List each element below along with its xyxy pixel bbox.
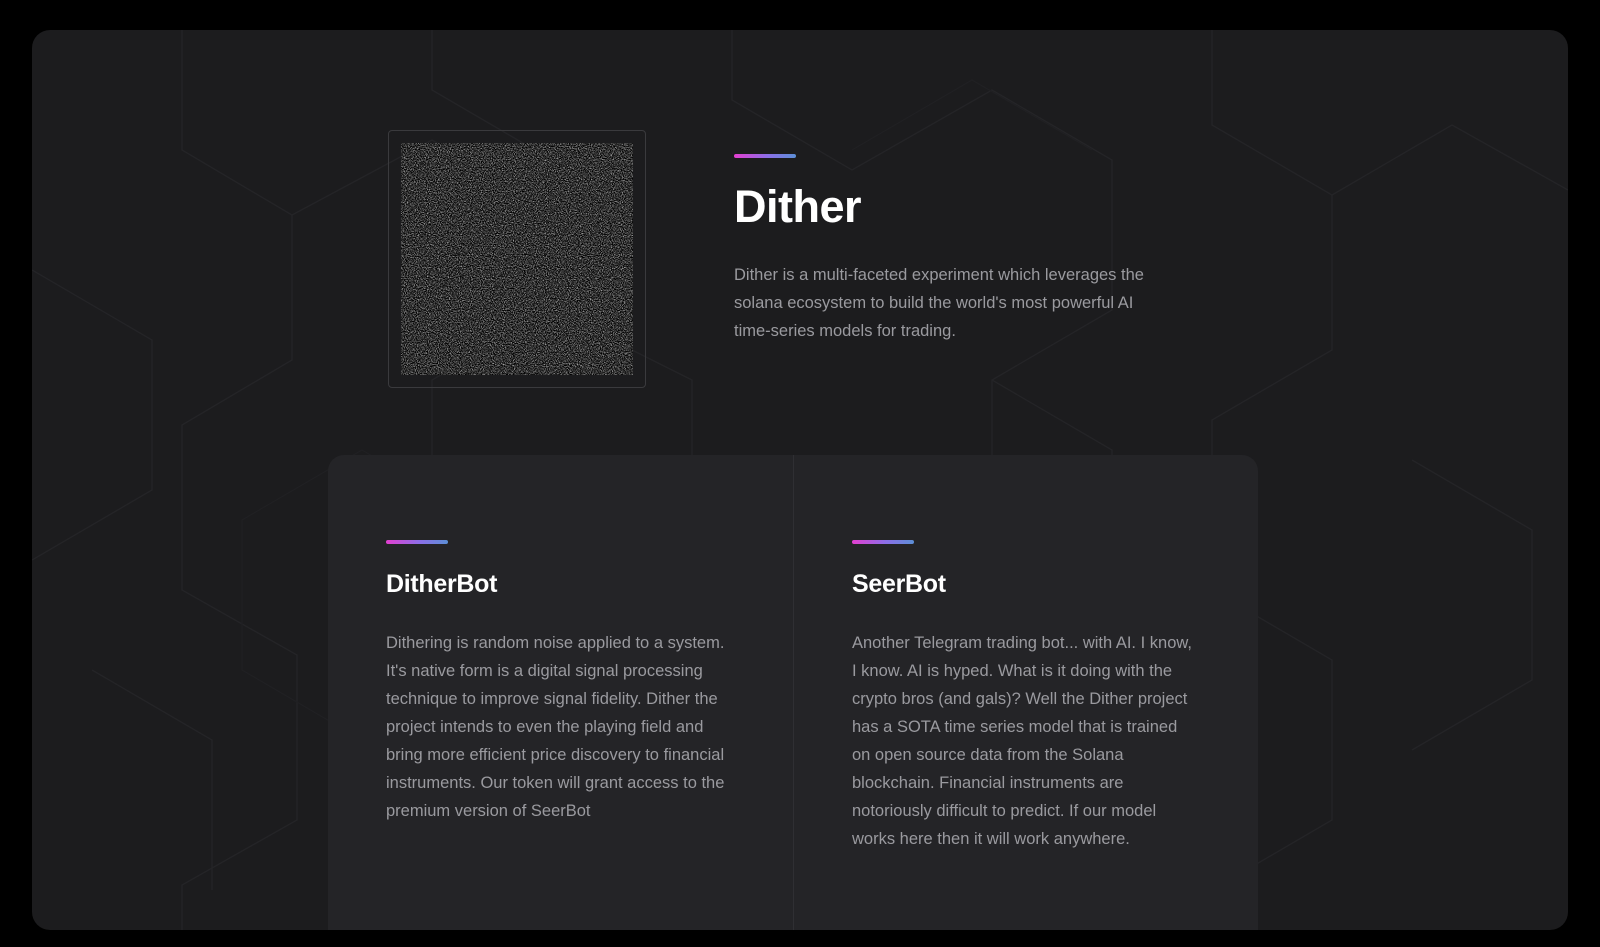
card-body-seerbot: Another Telegram trading bot... with AI. I know, I know. AI is hyped. What is it doing with the crypto bros (and gals)? Well the Dither project has a SOTA time series model that is trained on open source data from the Solana blockchain. Financial instruments are notoriously difficult to predict. If our model works here then it will work anywhere. <box>852 634 1192 848</box>
card-seerbot <box>793 455 1258 930</box>
page-title: Dither <box>734 181 862 232</box>
card-ditherbot <box>328 455 793 930</box>
noise-ring-graphic <box>401 143 633 375</box>
hero-artwork-frame <box>388 130 646 388</box>
card-body-ditherbot: Dithering is random noise applied to a system. It's native form is a digital signal processing technique to improve signal fidelity. Dither the project intends to even the playing field and bring more efficient price discovery to financial instruments. Our token will grant access to the premium version of SeerBot <box>386 634 725 820</box>
card-title-seerbot: SeerBot <box>852 570 946 598</box>
cards-section <box>328 455 1258 930</box>
hero-section <box>32 30 1568 450</box>
accent-bar-card-2 <box>852 540 914 544</box>
hero-description: Dither is a multi-faceted experiment which leverages the solana ecosystem to build the world's most powerful AI time-series models for trading. <box>734 266 1144 340</box>
dither-ring-artwork <box>401 143 633 375</box>
card-title-ditherbot: DitherBot <box>386 570 498 598</box>
accent-bar-card-1 <box>386 540 448 544</box>
accent-bar-hero <box>734 154 796 158</box>
hero-text-block <box>734 154 1294 345</box>
content-panel <box>32 30 1568 930</box>
